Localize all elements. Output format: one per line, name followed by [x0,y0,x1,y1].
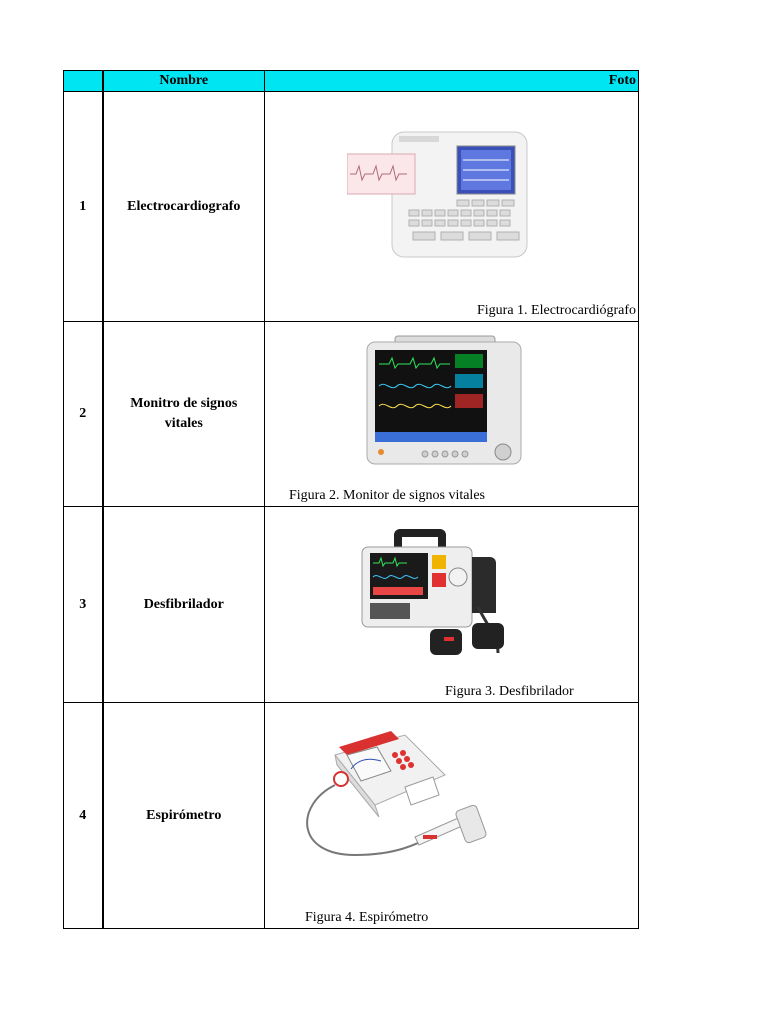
electrocardiograph-image [347,124,547,274]
table-row [64,92,639,322]
figure-caption: Figura 1. Electrocardiógrafo [477,303,636,318]
header-num [64,71,103,92]
photo-cell [265,92,639,322]
device-name: Electrocardiografo [103,92,265,322]
row-number: 2 [64,322,103,507]
row-number: 1 [64,92,103,322]
table-row [64,507,639,703]
device-name: Desfibrilador [103,507,265,703]
figure-caption: Figura 3. Desfibrilador [445,684,574,699]
defibrillator-image [360,527,520,672]
devices-table [63,70,639,929]
photo-cell [265,507,639,703]
figure-caption: Figura 2. Monitor de signos vitales [289,488,485,503]
figure-caption: Figura 4. Espirómetro [305,910,429,925]
table-row [64,322,639,507]
spirometer-image [295,725,505,875]
vital-signs-monitor-image [365,334,525,474]
table-row [64,703,639,929]
header-row [64,71,639,92]
photo-cell [265,703,639,929]
device-name: Monitro de signos vitales [103,322,265,507]
row-number: 4 [64,703,103,929]
header-foto: Foto [265,71,639,92]
row-number: 3 [64,507,103,703]
header-name: Nombre [103,71,265,92]
photo-cell [265,322,639,507]
device-name: Espirómetro [103,703,265,929]
